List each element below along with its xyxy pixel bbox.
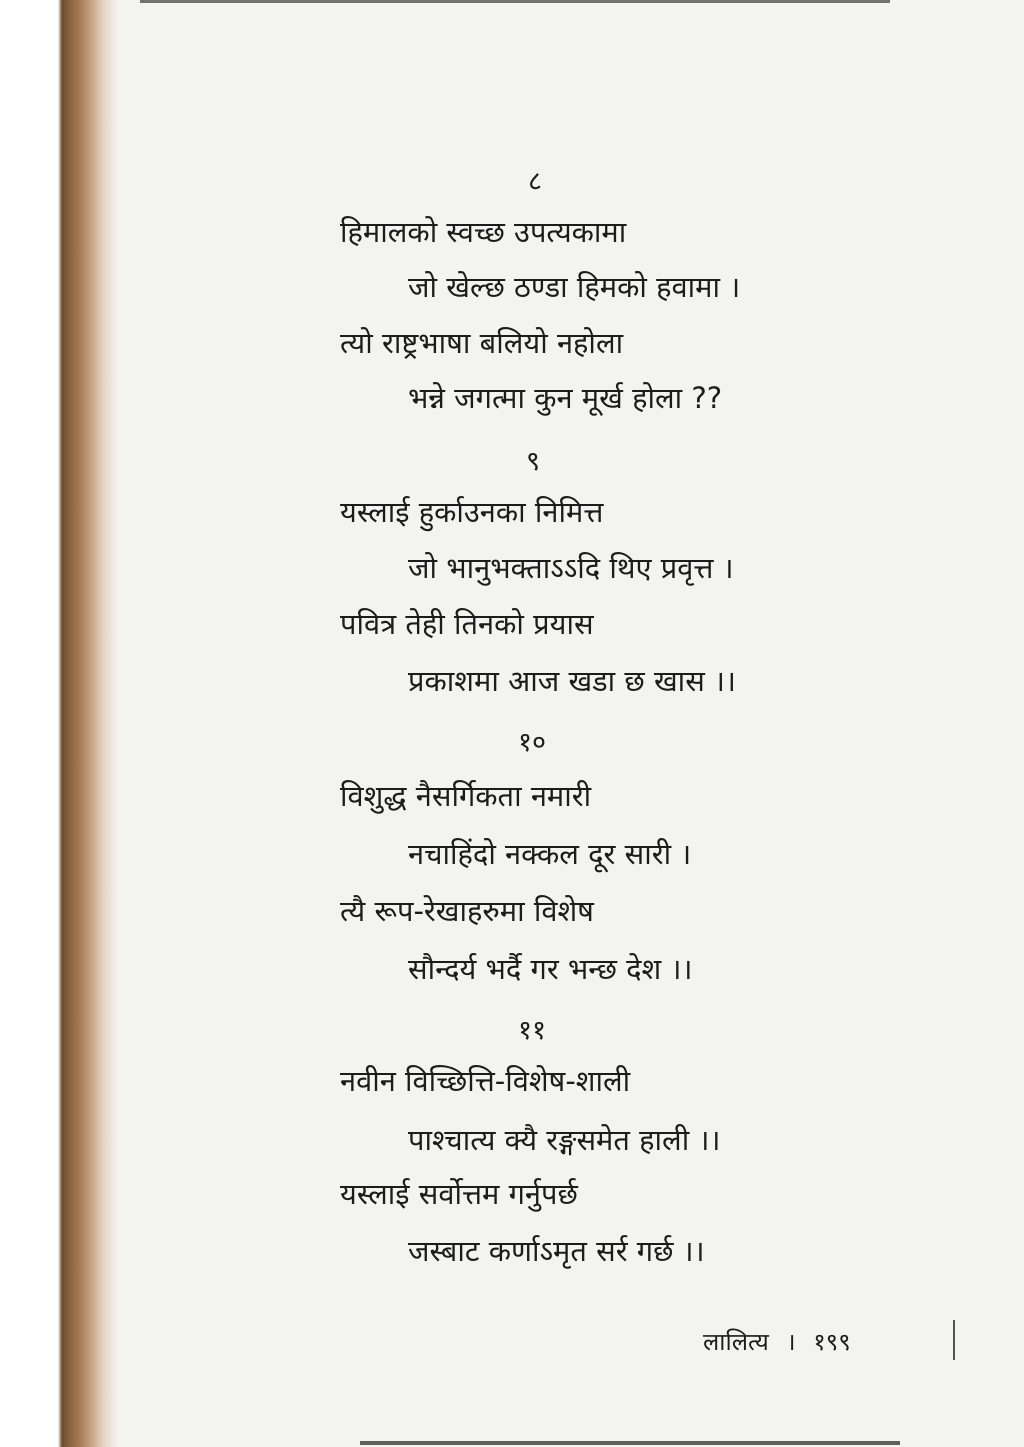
verse-line: भन्ने जगत्मा कुन मूर्ख होला ??	[408, 381, 723, 415]
verse-line: विशुद्ध नैसर्गिकता नमारी	[340, 779, 592, 813]
page-number: १९९	[813, 1328, 851, 1356]
verse-line: यस्लाई सर्वोत्तम गर्नुपर्छ	[340, 1177, 578, 1211]
page-footer	[703, 1325, 851, 1358]
verse-line: जो भानुभक्ताऽऽदि थिए प्रवृत्त ।	[408, 551, 734, 585]
verse-line: जो खेल्छ ठण्डा हिमको हवामा ।	[408, 270, 741, 304]
verse-line: सौन्दर्य भर्दै गर भन्छ देश ।।	[408, 952, 693, 986]
verse-line: पाश्चात्य क्यै रङ्गसमेत हाली ।।	[408, 1123, 721, 1157]
verse-line: पवित्र तेही तिनको प्रयास	[340, 607, 594, 641]
verse-line: नचाहिंदो नक्कल दूर सारी ।	[408, 837, 692, 871]
verse-line: त्यो राष्ट्रभाषा बलियो नहोला	[340, 326, 624, 360]
verse-line: प्रकाशमा आज खडा छ खास ।।	[408, 664, 737, 698]
stanza-number: ८	[528, 166, 543, 197]
verse-line: यस्लाई हुर्काउनका निमित्त	[340, 495, 604, 529]
verse-line: जस्बाट कर्णाऽमृत सर्र गर्छ ।।	[408, 1234, 705, 1268]
footer-separator: ।	[786, 1328, 796, 1356]
stanza-number: ११	[518, 1015, 547, 1046]
verse-line: त्यै रूप-रेखाहरुमा विशेष	[340, 894, 594, 928]
verse-line: नवीन विच्छित्ति-विशेष-शाली	[340, 1064, 631, 1098]
verse-line: हिमालको स्वच्छ उपत्यकामा	[340, 215, 627, 249]
stanza-number: ९	[526, 446, 541, 477]
book-title: लालित्य	[703, 1328, 769, 1356]
stanza-number: १०	[518, 727, 547, 758]
